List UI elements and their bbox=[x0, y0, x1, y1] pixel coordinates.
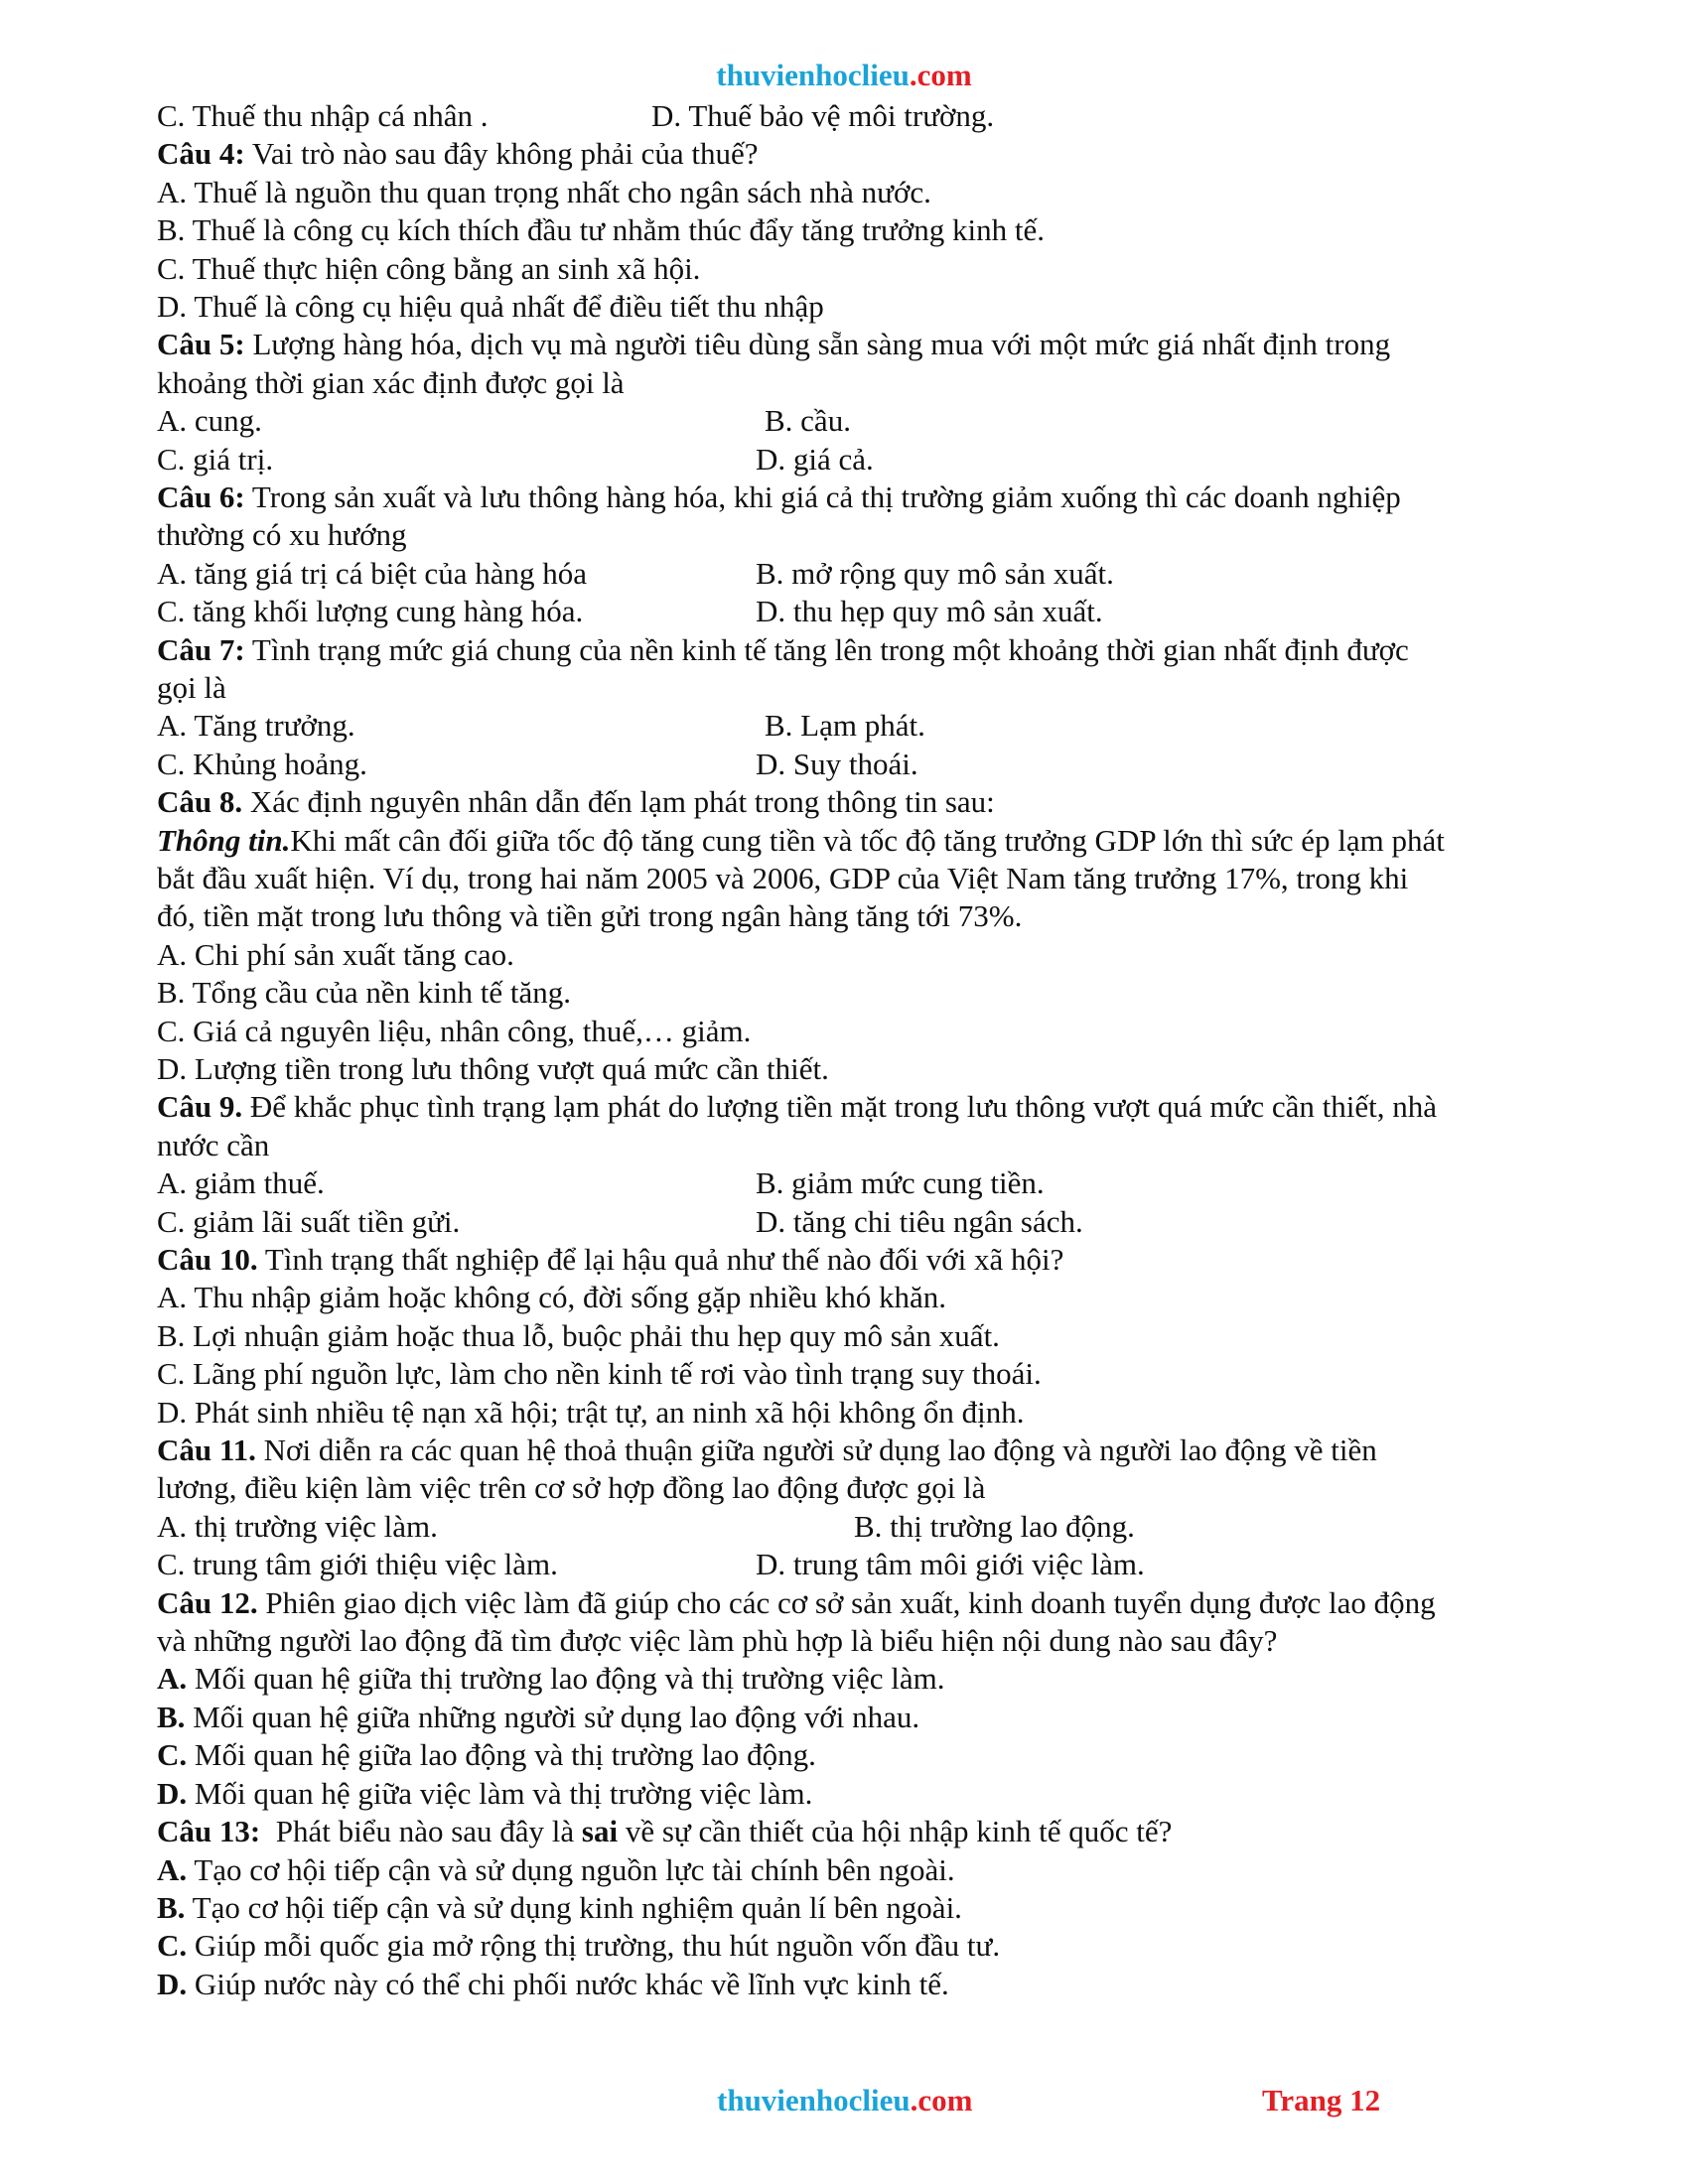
q8-text: Xác định nguyên nhân dẫn đến lạm phát trong thông tin sau: bbox=[242, 784, 995, 820]
q8-info-label: Thông tin. bbox=[157, 822, 291, 858]
q8-info-text-2: bắt đầu xuất hiện. Ví dụ, trong hai năm 2005 và 2006, GDP của Việt Nam tăng trưởng 17%, trong khi bbox=[157, 861, 1409, 896]
footer-site-brand bbox=[717, 2083, 973, 2118]
q11-option-c: C. trung tâm giới thiệu việc làm. bbox=[157, 1547, 558, 1582]
document-body bbox=[157, 97, 1547, 2003]
q11-option-a: A. thị trường việc làm. bbox=[157, 1508, 438, 1544]
q9-option-a: A. giảm thuế. bbox=[157, 1165, 325, 1201]
q7-options-row-1 bbox=[157, 707, 1547, 745]
header-brand-domain: .com bbox=[909, 58, 972, 92]
q5-options-row-2 bbox=[157, 441, 1547, 478]
q8-label: Câu 8. bbox=[157, 784, 243, 820]
q12-option-d-key: D. bbox=[157, 1775, 188, 1811]
q5-option-d: D. giá cả. bbox=[756, 441, 874, 477]
q10-option-c: C. Lãng phí nguồn lực, làm cho nền kinh tế rơi vào tình trạng suy thoái. bbox=[157, 1356, 1042, 1392]
q12-option-a-text: Mối quan hệ giữa thị trường lao động và thị trường việc làm. bbox=[187, 1661, 945, 1697]
q10-option-b: B. Lợi nhuận giảm hoặc thua lỗ, buộc phải thu hẹp quy mô sản xuất. bbox=[157, 1317, 1000, 1353]
q7-options-row-2 bbox=[157, 746, 1547, 783]
q13-option-c-key: C. bbox=[157, 1928, 188, 1964]
q12-text-1: Phiên giao dịch việc làm đã giúp cho các cơ sở sản xuất, kinh doanh tuyển dụng được lao động bbox=[257, 1584, 1436, 1620]
q3-option-d: D. Thuế bảo vệ môi trường. bbox=[651, 98, 995, 133]
q13-option-b-key: B. bbox=[157, 1889, 186, 1925]
q12-label: Câu 12. bbox=[157, 1584, 258, 1620]
q3-options-row bbox=[157, 97, 1547, 135]
q9-text-1: Để khắc phục tình trạng lạm phát do lượng tiền mặt trong lưu thông vượt quá mức cần thiết, nhà bbox=[242, 1089, 1437, 1125]
q13-option-d-text: Giúp nước này có thể chi phối nước khác về lĩnh vực kinh tế. bbox=[187, 1966, 949, 2001]
q6-text-1: Trong sản xuất và lưu thông hàng hóa, khi giá cả thị trường giảm xuống thì các doanh nghiệp bbox=[244, 479, 1401, 515]
q12-option-c-key: C. bbox=[157, 1737, 188, 1773]
q9-option-d: D. tăng chi tiêu ngân sách. bbox=[756, 1203, 1083, 1239]
q7-stem-continued: gọi là bbox=[157, 670, 226, 706]
q13-option-a-text: Tạo cơ hội tiếp cận và sử dụng nguồn lực tài chính bên ngoài. bbox=[187, 1851, 955, 1887]
q6-stem bbox=[157, 478, 1547, 516]
q13-text-pre: Phát biểu nào sau đây là bbox=[260, 1814, 582, 1849]
q10-option-d: D. Phát sinh nhiều tệ nạn xã hội; trật tự, an ninh xã hội không ổn định. bbox=[157, 1394, 1025, 1430]
q5-stem bbox=[157, 326, 1547, 363]
q12-option-b bbox=[157, 1699, 1547, 1736]
q12-option-c-text: Mối quan hệ giữa lao động và thị trường lao động. bbox=[187, 1737, 816, 1773]
q8-info bbox=[157, 822, 1547, 860]
q5-option-a: A. cung. bbox=[157, 403, 262, 439]
footer-brand-main: thuvienhoclieu bbox=[717, 2083, 911, 2117]
q12-stem-continued: và những người lao động đã tìm được việc làm phù hợp là biểu hiện nội dung nào sau đây? bbox=[157, 1623, 1278, 1659]
q13-option-c bbox=[157, 1927, 1547, 1965]
q8-option-b: B. Tổng cầu của nền kinh tế tăng. bbox=[157, 975, 571, 1011]
q8-option-a: A. Chi phí sản xuất tăng cao. bbox=[157, 936, 514, 972]
q6-option-a: A. tăng giá trị cá biệt của hàng hóa bbox=[157, 555, 587, 591]
q12-option-c bbox=[157, 1736, 1547, 1774]
q6-option-b: B. mở rộng quy mô sản xuất. bbox=[756, 555, 1114, 591]
q7-option-a: A. Tăng trưởng. bbox=[157, 708, 355, 744]
q13-label: Câu 13: bbox=[157, 1814, 261, 1849]
q13-option-a bbox=[157, 1851, 1547, 1889]
q4-label: Câu 4: bbox=[157, 136, 245, 172]
q7-label: Câu 7: bbox=[157, 631, 245, 667]
q13-option-c-text: Giúp mỗi quốc gia mở rộng thị trường, thu hút nguồn vốn đầu tư. bbox=[187, 1928, 1001, 1964]
q13-text-post: về sự cần thiết của hội nhập kinh tế quốc tế? bbox=[618, 1814, 1173, 1849]
q8-info-text-3: đó, tiền mặt trong lưu thông và tiền gửi trong ngân hàng tăng tới 73%. bbox=[157, 898, 1023, 934]
q4-text: Vai trò nào sau đây không phải của thuế? bbox=[244, 136, 759, 172]
q6-options-row-2 bbox=[157, 593, 1547, 630]
q10-stem bbox=[157, 1241, 1547, 1279]
q13-option-b-text: Tạo cơ hội tiếp cận và sử dụng kinh nghiệm quản lí bên ngoài. bbox=[185, 1889, 962, 1925]
q11-stem bbox=[157, 1432, 1547, 1469]
q5-options-row-1 bbox=[157, 402, 1547, 440]
q4-option-a: A. Thuế là nguồn thu quan trọng nhất cho ngân sách nhà nước. bbox=[157, 174, 931, 209]
q9-options-row-1 bbox=[157, 1164, 1547, 1202]
header-site-brand bbox=[0, 58, 1688, 93]
q12-option-a-key: A. bbox=[157, 1661, 188, 1697]
q9-options-row-2 bbox=[157, 1203, 1547, 1241]
q7-option-d: D. Suy thoái. bbox=[756, 746, 918, 781]
q13-option-d bbox=[157, 1966, 1547, 2003]
q6-options-row-1 bbox=[157, 555, 1547, 593]
q10-label: Câu 10. bbox=[157, 1242, 258, 1278]
q9-label: Câu 9. bbox=[157, 1089, 243, 1125]
q4-option-c: C. Thuế thực hiện công bằng an sinh xã hội. bbox=[157, 250, 701, 286]
q6-option-c: C. tăng khối lượng cung hàng hóa. bbox=[157, 594, 584, 629]
q13-stem bbox=[157, 1813, 1547, 1850]
q7-option-b: B. Lạm phát. bbox=[765, 708, 925, 744]
q10-text: Tình trạng thất nghiệp để lại hậu quả như thế nào đối với xã hội? bbox=[257, 1242, 1064, 1278]
q6-label: Câu 6: bbox=[157, 479, 245, 515]
footer-brand-domain: .com bbox=[910, 2083, 973, 2117]
q12-option-b-text: Mối quan hệ giữa những người sử dụng lao động với nhau. bbox=[185, 1699, 920, 1734]
q12-option-d bbox=[157, 1775, 1547, 1813]
q9-option-c: C. giảm lãi suất tiền gửi. bbox=[157, 1203, 461, 1239]
q5-option-b: B. cầu. bbox=[765, 403, 851, 439]
q12-option-d-text: Mối quan hệ giữa việc làm và thị trường việc làm. bbox=[187, 1775, 813, 1811]
q8-info-text-1: Khi mất cân đối giữa tốc độ tăng cung tiền và tốc độ tăng trưởng GDP lớn thì sức ép lạm phát bbox=[290, 822, 1445, 858]
q4-option-d: D. Thuế là công cụ hiệu quả nhất để điều tiết thu nhập bbox=[157, 289, 824, 325]
q12-stem bbox=[157, 1584, 1547, 1622]
q9-option-b: B. giảm mức cung tiền. bbox=[756, 1165, 1045, 1201]
q4-stem bbox=[157, 135, 1547, 173]
q11-text-1: Nơi diễn ra các quan hệ thoả thuận giữa người sử dụng lao động và người lao động về tiền bbox=[255, 1433, 1377, 1468]
page-number: Trang 12 bbox=[1262, 2083, 1381, 2117]
q5-label: Câu 5: bbox=[157, 327, 245, 362]
q11-options-row-1 bbox=[157, 1508, 1547, 1546]
q11-label: Câu 11. bbox=[157, 1433, 256, 1468]
q7-stem bbox=[157, 631, 1547, 669]
q12-option-a bbox=[157, 1660, 1547, 1698]
q8-option-c: C. Giá cả nguyên liệu, nhân công, thuế,… giảm. bbox=[157, 1013, 752, 1048]
q13-option-a-key: A. bbox=[157, 1851, 188, 1887]
q5-stem-continued: khoảng thời gian xác định được gọi là bbox=[157, 364, 625, 400]
q9-stem bbox=[157, 1088, 1547, 1126]
q5-option-c: C. giá trị. bbox=[157, 441, 274, 477]
q13-option-d-key: D. bbox=[157, 1966, 188, 2001]
q8-option-d: D. Lượng tiền trong lưu thông vượt quá mức cần thiết. bbox=[157, 1051, 829, 1087]
q13-text-emphasis: sai bbox=[581, 1814, 619, 1849]
q9-stem-continued: nước cần bbox=[157, 1127, 270, 1162]
q12-option-b-key: B. bbox=[157, 1699, 186, 1734]
header-brand-main: thuvienhoclieu bbox=[716, 58, 910, 92]
q6-stem-continued: thường có xu hướng bbox=[157, 517, 407, 553]
q11-options-row-2 bbox=[157, 1546, 1547, 1583]
q6-option-d: D. thu hẹp quy mô sản xuất. bbox=[756, 594, 1103, 629]
q11-stem-continued: lương, điều kiện làm việc trên cơ sở hợp đồng lao động được gọi là bbox=[157, 1470, 986, 1506]
q11-option-d: D. trung tâm môi giới việc làm. bbox=[756, 1547, 1145, 1582]
q13-option-b bbox=[157, 1889, 1547, 1927]
q5-text-1: Lượng hàng hóa, dịch vụ mà người tiêu dùng sẵn sàng mua với một mức giá nhất định trong bbox=[244, 327, 1391, 362]
q4-option-b: B. Thuế là công cụ kích thích đầu tư nhằm thúc đẩy tăng trưởng kinh tế. bbox=[157, 212, 1045, 248]
q10-option-a: A. Thu nhập giảm hoặc không có, đời sống gặp nhiều khó khăn. bbox=[157, 1280, 946, 1315]
q3-option-c: C. Thuế thu nhập cá nhân . bbox=[157, 98, 489, 133]
q8-stem bbox=[157, 783, 1547, 821]
q7-option-c: C. Khủng hoảng. bbox=[157, 746, 367, 781]
q11-option-b: B. thị trường lao động. bbox=[854, 1508, 1135, 1544]
q7-text-1: Tình trạng mức giá chung của nền kinh tế tăng lên trong một khoảng thời gian nhất định được bbox=[244, 631, 1409, 667]
